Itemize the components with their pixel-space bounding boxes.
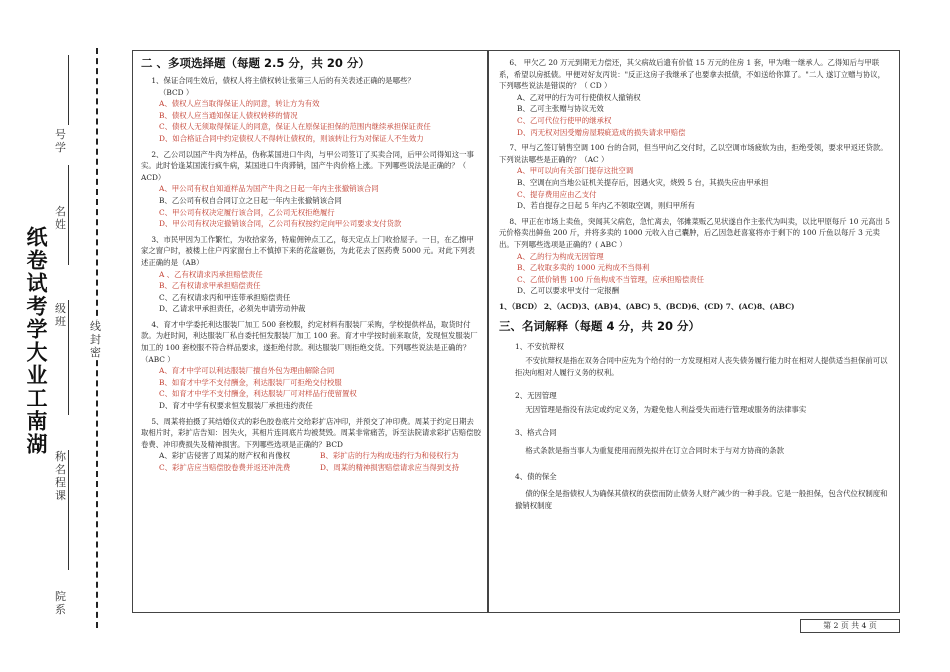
option: D、甲公司有权决定撤销该合同，乙公司有权按约定向甲公司要求支付货款 [159,219,402,229]
term-title: 4、债的保全 [515,471,557,481]
question-stem: 8、甲正在市场上卖鱼，突闻其父病危，急忙离去，邻摊菜贩乙见状遂自作主张代为叫卖，以比甲原每斤 10 元高出 5 元价格卖出鲜鱼 200 斤，并将多卖的 1000 元收入自己囊肿，后乙因急赶喜宴将亦于剩下的 100 斤鱼以每斤 3 元卖出。下列哪些选项是正确的？( ABC ） [499,216,890,249]
question-stem: 5、周某将拍摄了其结婚仪式的彩色胶卷底片交给彩扩店冲印，并预交了冲印费。周某于约定日期去取相片时，彩扩店告知：因失火，其相片连同底片均被焚毁。周某非常痛苦，诉至法院请求彩扩店赔偿胶卷费、冲印费损失及精神损害。下列哪些选项是正确的？BCD [141,416,481,449]
option: B、乙可主张赠与协议无效 [517,104,604,114]
term-title: 3、格式合同 [515,428,557,438]
option: A、债权人应当取得保证人的同意，转让方为有效 [159,99,320,109]
option: A、乙的行为构成无因管理 [517,251,604,261]
option: C、提存费用应由乙支付 [517,189,597,199]
right-column [488,50,900,613]
option: B、乙有权请求甲承担赔偿责任 [159,281,261,291]
option: D、如合格证合同中约定债权人不得转让债权的，则该转让行为对保证人不生效力 [159,133,424,143]
option: A、甲公司有权自知道样品为国产牛肉之日起一年内主张撤销该合同 [159,184,379,194]
school-name: 纸卷试考学大业工南湖 [24,226,48,456]
option: B、乙收取多卖的 1000 元构成不当得利 [517,263,650,273]
question-stem: 6、 甲欠乙 20 万元到期无力偿还，其父病故后遗有价值 15 万元的住房 1 套，甲为唯一继承人。乙得知后与甲联系，希望以房抵债。甲便对好友丙说："反正这房子我继承了也要拿去抵债，不如送给你算了。"二人 遂订立赠与协议，下列哪些说法是错误的？（ CD ） [499,58,886,91]
option: B、债权人应当通知保证人债权转移的情况 [159,110,298,120]
option: C、彩扩店应当赔偿胶卷费并返还冲洗费 [159,463,291,472]
term-definition: 无因管理是指没有法定或约定义务，为避免他人利益受失而进行管理或服务的法律事实 [525,404,807,414]
seal-text: 线封密 [90,320,104,359]
field-label-dept: 院系 [55,590,66,616]
question-stem: 7、甲与乙签订销售空调 100 台的合同，但当甲向乙交付时，乙以空调市场疲软为由，拒绝受领，要求甲返还贷款。下列说法哪些是正确的？（AC ） [499,143,888,164]
term-definition: 格式条款是指当事人为重复使用而预先拟并在订立合同时未于与对方协商的条款 [525,446,785,456]
field-label-class: 级班 [55,302,66,328]
answer-key: 1、（BCD） 2、（ACD)3、(AB)4、(ABC) 5、(BCD)6、(CD) 7、(AC)8、(ABC) [499,301,795,311]
option: C、乙有权请求丙和甲连带承担赔偿责任 [159,292,291,302]
option: B、彩扩店的行为构成违约行为和侵权行为 [320,451,459,461]
term-title: 2、无因管理 [515,391,557,401]
option: D、育才中学有权要求恒发服装厂承担违约责任 [159,401,313,411]
option: A、乙对甲的行为可行使债权人撤销权 [517,92,641,102]
field-line [68,55,69,125]
field-label-course: 称名程课 [55,450,66,502]
question-stem: 2、乙公司以国产牛肉为样品，伪称某国进口牛肉，与甲公司签订了买卖合同，后甲公司得知这一事实。此时恰逢某国流行疯牛病，某国进口牛肉滞销，国产牛肉价格上涨。下列哪些说法是正确的？（ ACD） [141,149,474,182]
option: D、若自提存之日起 5 年内乙不领取空调，则归甲所有 [517,201,695,211]
question-stem: 4、育才中学委托利达服装厂加工 500 套校服，约定材料有服装厂采购，学校提供样品，取货时付款。为赶时间，利达服装厂私自委托恒发服装厂加工 100 套。育才中学按时前来取货，发现恒发服装厂加工的 100 套校服不符合样品要求，遂拒绝付款。利达服装厂则拒绝交货。下列哪些说法是正确的？（ABC ） [141,319,478,364]
option: C、甲公司有权决定履行该合同，乙公司无权拒绝履行 [159,207,335,217]
option: B、乙公司有权自合同订立之日起一年内主张撤销该合同 [159,195,342,205]
question-stem: 3、市民甲因为工作繁忙，为收拾家务，特雇佣钟点工乙，每天定点上门收拾屋子。一日，在乙擦甲家之窗户时，被楼上住户丙家窗台上不慎掉下来的花盆砸伤，为此花去了医药费 5000 元。对此下列表述正确的是（AB） [141,234,475,267]
option: D、乙请求甲承担责任，必须先申请劳动仲裁 [159,304,306,314]
term-title: 1、不安抗辩权 [515,342,565,352]
page-number: 第 2 页 共 4 页 [800,619,900,633]
field-label-name: 名姓 [55,205,66,231]
option: B、空调在向当地公证机关提存后，因遇火灾，烧毁 5 台，其损失应由甲承担 [517,177,769,187]
field-label-id: 号学 [55,128,66,154]
option-row [159,462,481,474]
option: C、乙可代位行使甲的继承权 [517,115,612,125]
section-title-term-explanation: 三、名词解释（每题 4 分，共 20 分） [499,319,701,334]
option: A、甲可以向有关部门提存这批空调 [517,166,634,176]
option: C、债权人无须取得保证人的同意，保证人在原保证担保的范围内继续承担保证责任 [159,122,431,132]
option: D、丙无权对因受赠房屋瑕疵造成的损失请求甲赔偿 [517,127,686,137]
option: D、乙可以要求甲支付一定报酬 [517,286,620,296]
option: D、周某的精神损害赔偿请求应当得到支持 [320,463,459,472]
question-answer: （BCD ） [159,87,194,97]
option: C、乙低价销售 100 斤鱼构成不当管理，应承担赔偿责任 [517,274,705,284]
option: C、如育才中学不支付酬金，利达服装厂可对样品行使留置权 [159,389,357,399]
section-title-multiple-choice: 二 、多项选择题（每题 2.5 分，共 20 分） [141,56,370,70]
option: B、如育才中学不支付酬金，利达服装厂可拒绝交付校服 [159,377,342,387]
question-stem: 1、保证合同生效后，债权人将主债权转让张第三人后的有关表述正确的是哪些？ [151,76,415,85]
term-definition: 不安抗辩权是指在双务合同中应先为个给付的一方发现相对人丧失债务履行能力时在相对人提供适当担保前可以拒决向相对人履行义务的权利。 [515,356,888,377]
option: A 、乙有权请求丙承担赔偿责任 [159,269,263,279]
option: A、育才中学可以利达服装厂擅自外包为理由解除合同 [159,366,335,376]
left-column [132,50,488,613]
option-row [159,450,481,462]
term-definition: 债的保全是指债权人为确保其债权的获偿而防止债务人财产减少的一种手段。它是一般担保，包含代位权制度和撤销权制度 [515,489,888,510]
binding-margin [0,0,132,672]
option: A、彩扩店侵害了周某的财产权和肖像权 [159,451,290,461]
